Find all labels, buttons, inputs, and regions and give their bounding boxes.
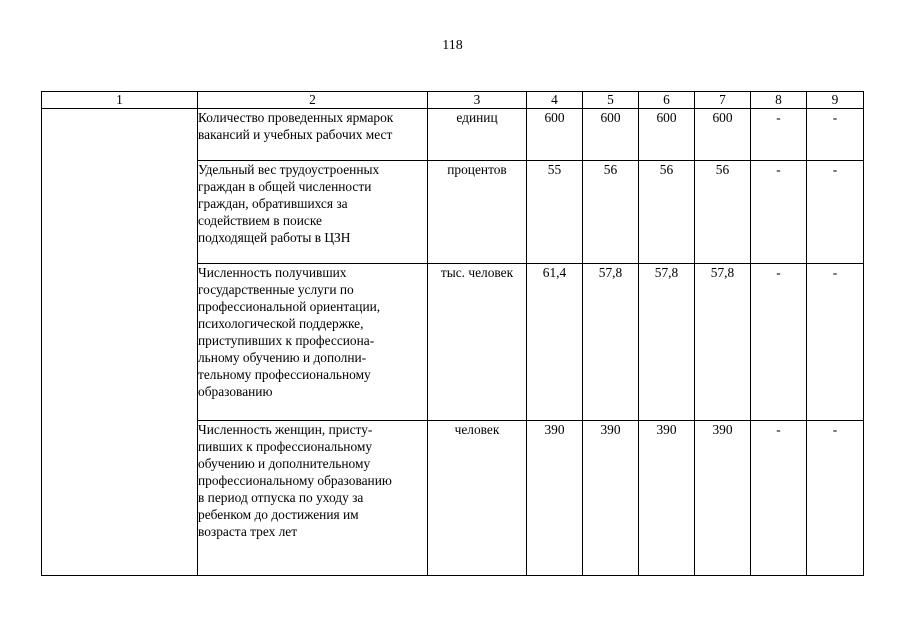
table-row	[42, 109, 864, 161]
indicators-table	[41, 91, 864, 576]
indicator-name-line: приступивших к профессиона-	[198, 333, 375, 348]
value-cell: -	[807, 161, 864, 264]
indicator-name-line: в период отпуска по уходу за	[198, 490, 364, 505]
value-cell: -	[751, 421, 807, 576]
unit-cell: тыс. человек	[428, 264, 527, 421]
blank-cell	[42, 109, 198, 576]
unit-cell: единиц	[428, 109, 527, 161]
indicator-name	[198, 109, 428, 161]
indicator-name-line: вакансий и учебных рабочих мест	[198, 127, 393, 142]
indicator-name-line: обучению и дополнительному	[198, 456, 371, 471]
value-cell: 600	[583, 109, 639, 161]
value-cell: 57,8	[583, 264, 639, 421]
indicator-name-line: образованию	[198, 384, 273, 399]
value-cell: 600	[527, 109, 583, 161]
column-header: 7	[695, 92, 751, 109]
value-cell: 56	[639, 161, 695, 264]
page-number: 118	[442, 38, 463, 53]
column-header: 3	[428, 92, 527, 109]
indicator-name-line: подходящей работы в ЦЗН	[198, 230, 351, 245]
value-cell: 390	[527, 421, 583, 576]
unit-cell: процентов	[428, 161, 527, 264]
column-header: 6	[639, 92, 695, 109]
value-cell: 61,4	[527, 264, 583, 421]
indicator-name-line: Численность женщин, присту-	[198, 422, 373, 437]
value-cell: -	[807, 264, 864, 421]
value-cell: 57,8	[695, 264, 751, 421]
column-header: 1	[42, 92, 198, 109]
value-cell: -	[751, 109, 807, 161]
indicator-name-line: Удельный вес трудоустроенных	[198, 162, 380, 177]
indicator-name	[198, 264, 428, 421]
value-cell: 600	[695, 109, 751, 161]
indicator-name-line: возраста трех лет	[198, 524, 298, 539]
indicator-name-line: пивших к профессиональному	[198, 439, 373, 454]
value-cell: -	[751, 264, 807, 421]
column-header: 4	[527, 92, 583, 109]
header-row	[42, 92, 864, 109]
indicator-name-line: государственные услуги по	[198, 282, 354, 297]
value-cell: 57,8	[639, 264, 695, 421]
value-cell: 55	[527, 161, 583, 264]
column-header: 5	[583, 92, 639, 109]
indicator-name-line: психологической поддержке,	[198, 316, 364, 331]
indicator-name-line: тельному профессиональному	[198, 367, 371, 382]
column-header: 9	[807, 92, 864, 109]
value-cell: 600	[639, 109, 695, 161]
value-cell: -	[807, 109, 864, 161]
indicator-name-line: содействием в поиске	[198, 213, 322, 228]
value-cell: 56	[695, 161, 751, 264]
indicator-name-line: граждан в общей численности	[198, 179, 372, 194]
indicator-name-line: ребенком до достижения им	[198, 507, 359, 522]
indicator-name-line: граждан, обратившихся за	[198, 196, 348, 211]
value-cell: 56	[583, 161, 639, 264]
indicator-name-line: профессиональной ориентации,	[198, 299, 381, 314]
value-cell: 390	[583, 421, 639, 576]
value-cell: 390	[695, 421, 751, 576]
indicator-name-line: профессиональному образованию	[198, 473, 392, 488]
indicator-name-line: Численность получивших	[198, 265, 347, 280]
indicator-name	[198, 421, 428, 576]
indicator-name-line: льному обучению и дополни-	[198, 350, 367, 365]
column-header: 2	[198, 92, 428, 109]
unit-cell: человек	[428, 421, 527, 576]
column-header: 8	[751, 92, 807, 109]
value-cell: -	[807, 421, 864, 576]
indicator-name	[198, 161, 428, 264]
value-cell: 390	[639, 421, 695, 576]
value-cell: -	[751, 161, 807, 264]
indicator-name-line: Количество проведенных ярмарок	[198, 110, 394, 125]
